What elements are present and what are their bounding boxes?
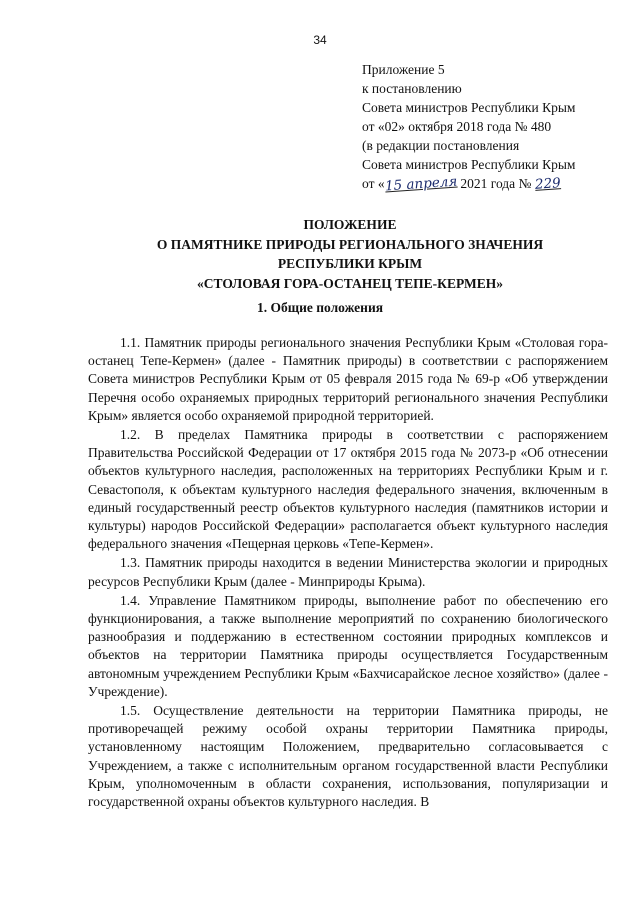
date-middle: 2021 года № — [457, 176, 535, 191]
appendix-line: (в редакции постановления — [362, 138, 520, 153]
appendix-date-line — [362, 174, 632, 194]
page-number: 34 — [313, 33, 327, 47]
appendix-line: от «02» октября 2018 года № 480 — [362, 119, 552, 134]
paragraph: 1.5. Осуществление деятельности на территории Памятника природы, не противоречащей режиму особой охраны территории Памятника природы, установленному настоящим Положением, предварительно согласовывается с Учреждением, а также с исполнительным органом государственной власти Республики Крым, уполномоченным в области сохранения, использования, популяризации и государственной охраны объектов культурного наследия. В — [88, 703, 608, 810]
date-prefix: от « — [362, 176, 385, 191]
title-line: РЕСПУБЛИКИ КРЫМ — [277, 256, 423, 271]
appendix-block — [362, 60, 632, 194]
paragraph: 1.1. Памятник природы регионального значения Республики Крым «Столовая гора-останец Тепе-Кермен» (далее - Памятник природы) в соответствии с распоряжением Совета министров Республики Крым от 05 февраля 2015 года № 69-р «Об утверждении Перечня особо охраняемых природных территорий регионального значения Республики Крым» является особо охраняемой природной территорией. — [88, 335, 608, 423]
handwritten-number: 229 — [534, 175, 562, 193]
appendix-line: к постановлению — [362, 81, 462, 96]
section-heading: 1. Общие положения — [256, 300, 384, 315]
appendix-line: Совета министров Республики Крым — [362, 100, 576, 115]
title-line: О ПАМЯТНИКЕ ПРИРОДЫ РЕГИОНАЛЬНОГО ЗНАЧЕНИЯ — [156, 236, 544, 252]
paragraph: 1.2. В пределах Памятника природы в соответствии с распоряжением Правительства Российской Федерации от 17 октября 2015 года № 2073-р «Об отнесении объектов культурного наследия, расположенных на территориях Республики Крым и г. Севастополя, к объектам культурного наследия федерального значения, включенным в единый государственный реестр объектов культурного наследия (памятников истории и культуры) народов Российской Федерации» располагается объект культурного наследия федерального значения «Пещерная церковь «Тепе-Кермен». — [88, 427, 608, 552]
body-text — [88, 334, 608, 812]
document-title — [100, 215, 600, 293]
appendix-line: Совета министров Республики Крым — [362, 157, 576, 172]
appendix-line: Приложение 5 — [362, 62, 445, 77]
handwritten-date: 15 апреля — [384, 173, 458, 195]
title-line: ПОЛОЖЕНИЕ — [303, 217, 397, 232]
paragraph: 1.3. Памятник природы находится в ведении Министерства экологии и природных ресурсов Республики Крым (далее - Минприроды Крыма). — [88, 555, 608, 589]
title-line: «СТОЛОВАЯ ГОРА-ОСТАНЕЦ ТЕПЕ-КЕРМЕН» — [197, 275, 503, 291]
paragraph: 1.4. Управление Памятником природы, выполнение работ по обеспечению его функционирования, а также выполнение мероприятий по сохранению биологического разнообразия и поддержанию в естественном состоянии природных комплексов и объектов на территории Памятника природы осуществляется Государственным автономным учреждением Республики Крым «Бахчисарайское лесное хозяйство» (далее - Учреждение). — [88, 592, 608, 699]
